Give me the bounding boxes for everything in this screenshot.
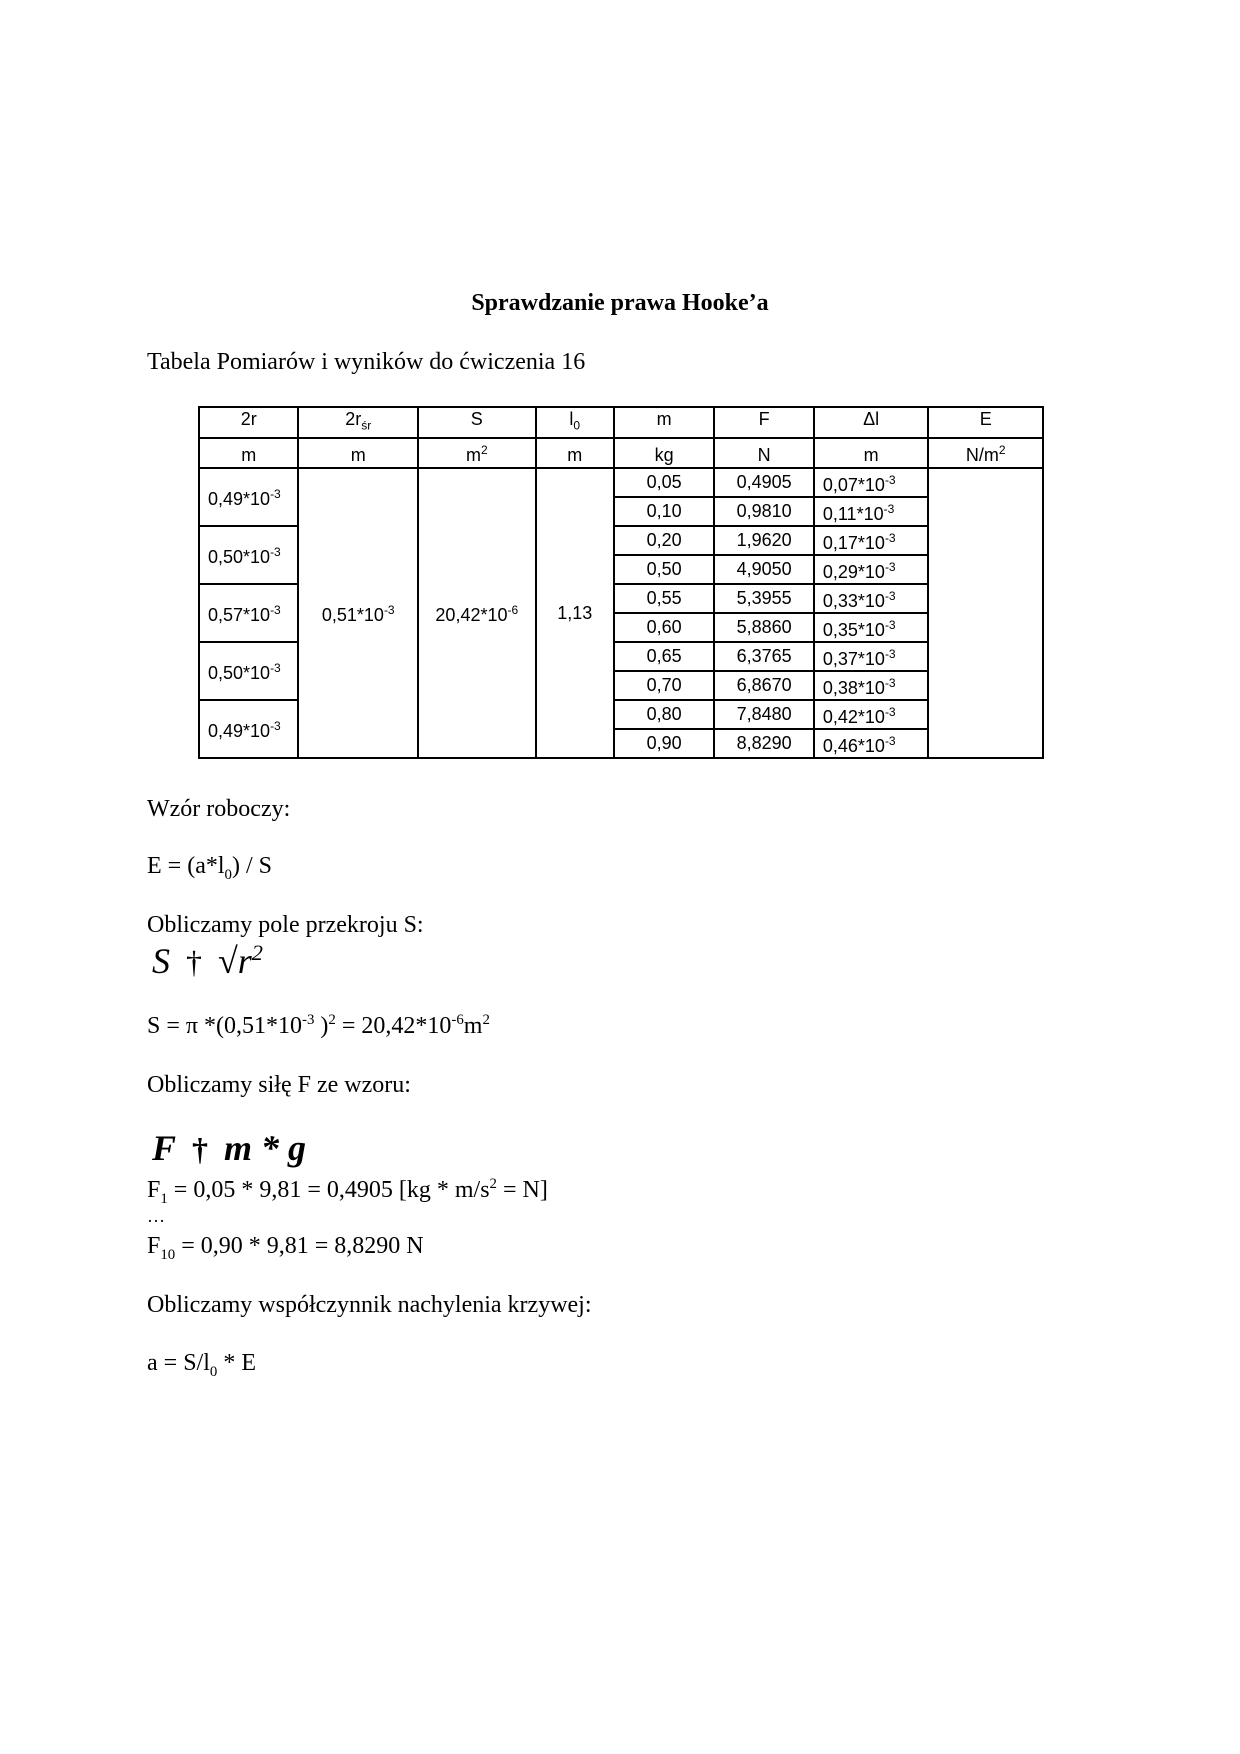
unit-cell: N (714, 438, 813, 468)
header-cell: E (928, 407, 1043, 438)
document-title: Sprawdzanie prawa Hooke’a (471, 290, 769, 316)
force-calculation-last: $F_{10} = 0,90 * 9,81 = 8,8290$ N (147, 1233, 424, 1263)
area-cell: $20,42*10^{-6}$ (418, 468, 536, 758)
force-cell: 5,3955 (714, 584, 813, 613)
area-calculation: S = π $*(0,51*10^{-3}$ )$^2 = 20,42*10^{-6}m^2$ (147, 1012, 490, 1039)
diameter-cell: $0,49*10^{-3}$ (199, 700, 298, 758)
table-caption: Tabela Pomiarów i wyników do ćwiczenia 16 (147, 349, 586, 375)
elongation-cell: $0,17*10^{-3}$ (814, 526, 929, 555)
force-cell: 0,9810 (714, 497, 813, 526)
diameter-cell: $0,50*10^{-3}$ (199, 526, 298, 584)
slope-formula: $a = S/l_0 * E$ (147, 1350, 256, 1380)
elongation-cell: $0,42*10^{-3}$ (814, 700, 929, 729)
diameter-cell: $0,50*10^{-3}$ (199, 642, 298, 700)
working-formula: $E = (a*l_0) / S$ (147, 853, 272, 883)
mass-cell: 0,10 (614, 497, 714, 526)
header-cell: $l_0$ (536, 407, 614, 438)
mass-cell: 0,65 (614, 642, 714, 671)
mass-cell: 0,80 (614, 700, 714, 729)
force-cell: 4,9050 (714, 555, 813, 584)
ellipsis: … (147, 1206, 165, 1226)
measurement-table (198, 406, 1044, 759)
force-formula-symbolic: F † m * g (152, 1128, 307, 1168)
mass-cell: 0,70 (614, 671, 714, 700)
elongation-cell: $0,29*10^{-3}$ (814, 555, 929, 584)
mass-cell: 0,50 (614, 555, 714, 584)
force-calculation-first: $F_1 = 0,05 * 9,81 = 0,4905$ $[kg * m/s^2 = N]$ (147, 1176, 548, 1207)
force-cell: 7,8480 (714, 700, 813, 729)
header-cell: S (418, 407, 536, 438)
table-header-row (199, 407, 1043, 438)
force-cell: 1,9620 (714, 526, 813, 555)
header-cell: Δl (814, 407, 929, 438)
elongation-cell: $0,37*10^{-3}$ (814, 642, 929, 671)
header-cell: F (714, 407, 813, 438)
force-cell: 5,8860 (714, 613, 813, 642)
area-label: Obliczamy pole przekroju S: (147, 912, 424, 938)
header-cell: 2r (199, 407, 298, 438)
unit-cell: m (814, 438, 929, 468)
mean-diameter-cell: $0,51*10^{-3}$ (298, 468, 418, 758)
force-cell: 6,8670 (714, 671, 813, 700)
unit-cell: m (298, 438, 418, 468)
force-cell: 6,3765 (714, 642, 813, 671)
elongation-cell: $0,33*10^{-3}$ (814, 584, 929, 613)
equals-glyph-icon: † (192, 1131, 209, 1167)
mass-cell: 0,05 (614, 468, 714, 497)
mass-cell: 0,20 (614, 526, 714, 555)
equals-glyph-icon: † (186, 944, 202, 980)
working-formula-label: Wzór roboczy: (147, 796, 291, 822)
unit-cell: $m^2$ (418, 438, 536, 468)
force-cell: 8,8290 (714, 729, 813, 758)
length-cell: 1,13 (536, 468, 614, 758)
elongation-cell: $0,38*10^{-3}$ (814, 671, 929, 700)
elongation-cell: $0,07*10^{-3}$ (814, 468, 929, 497)
mass-cell: 0,90 (614, 729, 714, 758)
header-cell: m (614, 407, 714, 438)
force-label: Obliczamy siłę F ze wzoru: (147, 1072, 411, 1098)
table-units-row (199, 438, 1043, 468)
table-row (199, 468, 1043, 497)
unit-cell: kg (614, 438, 714, 468)
header-cell: $2r_{śr}$ (298, 407, 418, 438)
unit-cell: $N/m^2$ (928, 438, 1043, 468)
mass-cell: 0,60 (614, 613, 714, 642)
slope-label: Obliczamy współczynnik nachylenia krzywej: (147, 1292, 592, 1318)
unit-cell: m (199, 438, 298, 468)
unit-cell: m (536, 438, 614, 468)
area-formula-symbolic: S † $√r^2$ (152, 940, 263, 981)
diameter-cell: $0,49*10^{-3}$ (199, 468, 298, 526)
mass-cell: 0,55 (614, 584, 714, 613)
elongation-cell: $0,35*10^{-3}$ (814, 613, 929, 642)
force-cell: 0,4905 (714, 468, 813, 497)
modulus-cell (928, 468, 1043, 758)
diameter-cell: $0,57*10^{-3}$ (199, 584, 298, 642)
elongation-cell: $0,46*10^{-3}$ (814, 729, 929, 758)
elongation-cell: $0,11*10^{-3}$ (814, 497, 929, 526)
